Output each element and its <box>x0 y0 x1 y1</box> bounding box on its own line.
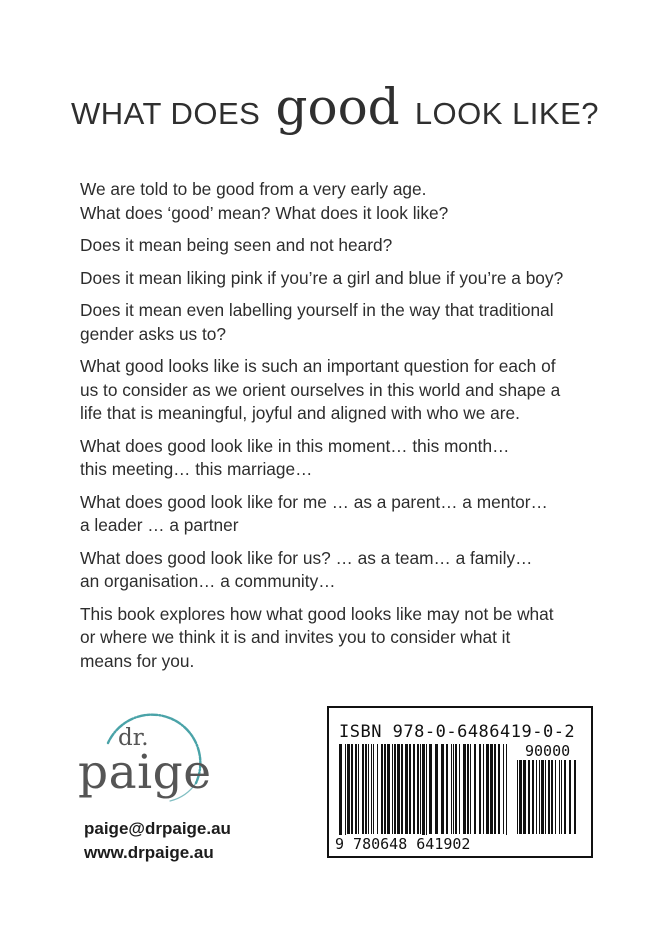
barcode-bar <box>569 760 571 834</box>
barcode-bar <box>559 760 560 834</box>
blurb-line: Does it mean even labelling yourself in the way that traditional <box>80 300 554 320</box>
blurb-line: What does ‘good’ mean? What does it look like? <box>80 202 449 223</box>
page-title <box>0 78 670 136</box>
barcode-bar <box>551 760 553 834</box>
barcode-bar <box>539 760 540 834</box>
barcode-bar <box>467 744 469 834</box>
barcode-bar <box>397 744 400 834</box>
blurb-paragraph <box>80 178 620 225</box>
barcode-bar <box>409 744 411 834</box>
barcode-bar <box>373 744 374 834</box>
contact-website-link[interactable]: www.drpaige.au <box>84 843 214 862</box>
blurb-line: us to consider as we orient ourselves in this world and shape a <box>80 379 561 400</box>
blurb-paragraph <box>80 435 620 482</box>
blurb-line: What does good look like for me … as a parent… a mentor… <box>80 491 548 512</box>
blurb-paragraph <box>80 547 620 594</box>
barcode-bar <box>523 760 526 834</box>
isbn-barcode-box <box>327 706 593 858</box>
isbn-label: ISBN 978-0-6486419-0-2 <box>339 722 576 742</box>
blurb-paragraph <box>80 267 620 291</box>
blurb-line: life that is meaningful, joyful and aligned with who we are. <box>80 403 520 423</box>
blurb-line: Does it mean being seen and not heard? <box>80 235 393 255</box>
barcode-bar <box>381 744 383 834</box>
barcode-bar <box>483 744 484 834</box>
blurb-line: We are told to be good from a very early age. <box>80 179 427 199</box>
blurb-line: or where we think it is and invites you to consider what it <box>80 627 511 647</box>
barcode-bar <box>463 744 466 834</box>
barcode-bar <box>387 744 390 834</box>
barcode-bar <box>347 744 350 834</box>
barcode-bar <box>420 744 421 834</box>
barcode-bar <box>362 744 364 834</box>
barcode-bar <box>528 760 530 834</box>
blurb-line: What does good look like in this moment… this month… <box>80 435 510 456</box>
barcode-bar <box>429 744 432 834</box>
ean-barcode-bars <box>339 744 509 844</box>
title-part-before: WHAT DOES <box>70 96 261 131</box>
title-emphasis: good <box>275 78 400 136</box>
barcode-bar <box>377 744 378 834</box>
blurb-paragraph <box>80 299 620 346</box>
barcode-bar <box>541 760 544 834</box>
barcode-bar <box>498 744 500 834</box>
barcode-bar <box>451 744 452 834</box>
barcode-bar <box>394 744 396 834</box>
barcode-bar <box>486 744 489 834</box>
blurb-paragraph <box>80 491 620 538</box>
barcode-bar <box>494 744 496 834</box>
contact-info <box>84 817 231 865</box>
barcode-bar <box>503 744 504 834</box>
barcode-bar <box>368 744 369 834</box>
barcode-bar <box>339 744 342 844</box>
blurb-line: an organisation… a community… <box>80 571 336 591</box>
barcode-bar <box>365 744 367 834</box>
blurb-paragraph <box>80 355 620 426</box>
barcode-bar <box>545 760 546 834</box>
ean-digits: 9 780648 641902 <box>335 835 585 853</box>
barcode-bar <box>479 744 481 834</box>
barcode-bar <box>519 760 522 834</box>
barcode-bar <box>532 760 534 834</box>
barcode-bar <box>371 744 372 834</box>
blurb-line: a leader … a partner <box>80 515 239 535</box>
barcode-bar <box>441 744 444 834</box>
barcode-bar <box>574 760 576 834</box>
barcode-bar <box>446 744 448 834</box>
barcode-bar <box>426 744 427 844</box>
barcode-bar <box>561 760 562 834</box>
barcode-bar <box>548 760 550 834</box>
barcode-bar <box>401 744 403 834</box>
logo-prefix: dr. <box>118 725 149 751</box>
barcode-bar <box>474 744 476 834</box>
blurb-text <box>80 178 620 682</box>
barcode-bar <box>405 744 408 834</box>
barcode-bar <box>470 744 471 834</box>
barcode-bar <box>506 744 507 844</box>
barcode-bar <box>555 760 556 834</box>
blurb-line: This book explores how what good looks like may not be what <box>80 603 554 624</box>
blurb-line: this meeting… this marriage… <box>80 459 313 479</box>
title-part-after: LOOK LIKE? <box>414 96 600 131</box>
barcode-bar <box>490 744 493 834</box>
barcode-bar <box>384 744 386 834</box>
barcode-bar <box>453 744 454 834</box>
barcode-bar <box>417 744 419 834</box>
barcode-bar <box>459 744 460 834</box>
barcode-bar <box>422 744 425 844</box>
barcode-bar <box>564 760 566 834</box>
dr-paige-logo <box>78 705 218 815</box>
barcode-bar <box>358 744 359 834</box>
barcode-bar <box>455 744 457 834</box>
blurb-paragraph <box>80 603 620 674</box>
blurb-line: What does good look like for us? … as a team… a family… <box>80 547 533 568</box>
logo-name: paige <box>78 745 212 800</box>
barcode-bar <box>435 744 438 834</box>
barcode-bar <box>413 744 415 834</box>
contact-email-link[interactable]: paige@drpaige.au <box>84 819 231 838</box>
barcode-bar <box>517 760 518 834</box>
blurb-paragraph <box>80 234 620 258</box>
barcode-bar <box>345 744 346 844</box>
blurb-line: means for you. <box>80 650 195 671</box>
blurb-line: Does it mean liking pink if you’re a girl and blue if you’re a boy? <box>80 267 564 288</box>
barcode-bar <box>392 744 393 834</box>
barcode-bar <box>355 744 357 834</box>
price-addon-bars <box>517 760 583 844</box>
blurb-line: gender asks us to? <box>80 323 227 344</box>
blurb-line: What good looks like is such an important question for each of <box>80 356 556 376</box>
barcode-bar <box>351 744 353 834</box>
price-code: 90000 <box>525 742 571 760</box>
barcode-bar <box>536 760 537 834</box>
